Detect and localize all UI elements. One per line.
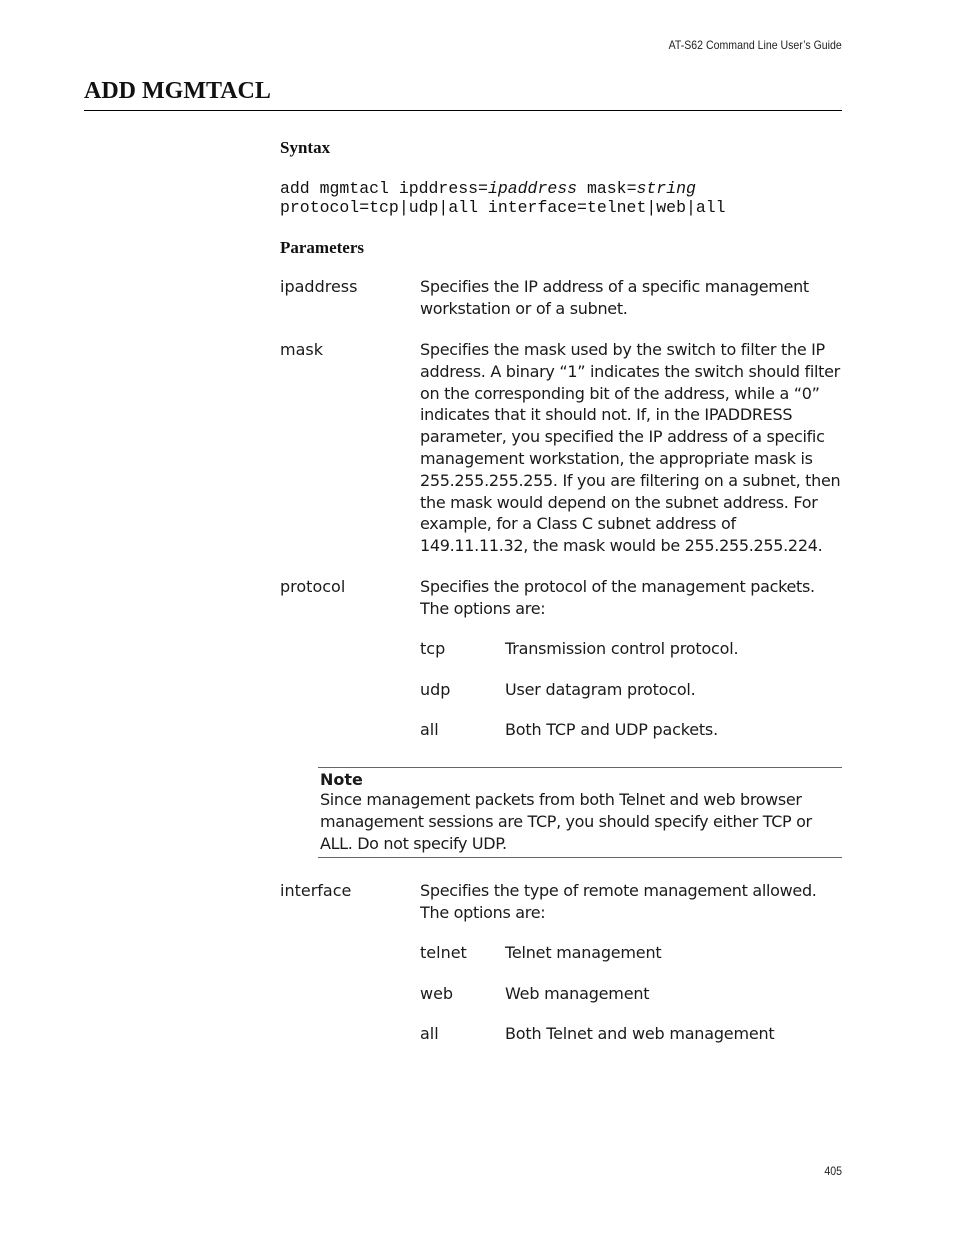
option-name: tcp — [420, 639, 446, 658]
title-rule — [84, 110, 842, 111]
option-name: udp — [420, 680, 451, 699]
syntax-block — [280, 179, 726, 217]
option-name: all — [420, 1024, 439, 1043]
syntax-heading: Syntax — [280, 138, 331, 157]
parameters-heading: Parameters — [280, 238, 365, 257]
param-name-mask: mask — [280, 340, 323, 359]
syntax-var-string: string — [636, 179, 696, 198]
note-text: Since management packets from both Telnet and web browser management sessions are TCP, you should specify either TCP or ALL. Do not specify UDP. — [320, 790, 812, 853]
option-name: telnet — [420, 943, 467, 962]
syntax-var-ipaddress: ipaddress — [487, 179, 578, 198]
syntax-text: mask= — [577, 179, 637, 198]
syntax-text: add mgmtacl ipddress= — [280, 179, 488, 198]
param-desc-mask: Specifies the mask used by the switch to filter the IP address. A binary “1” indicates the switch should filter on the corresponding bit of the address, while a “0” indicates that it should not. If, in the IPADDRESS parameter, you specified the IP address of a specific management workstation, the appropriate mask is 255.255.255.255. If you are filtering on a subnet, then the mask would depend on the subnet address. For example, for a Class C subnet address of 149.11.11.32, the mask would be 255.255.255.224. — [420, 340, 841, 556]
option-desc: Transmission control protocol. — [505, 639, 739, 658]
option-desc: Both Telnet and web management — [505, 1024, 775, 1043]
option-desc: Telnet management — [505, 943, 662, 962]
note-title: Note — [320, 770, 363, 789]
option-name: web — [420, 984, 454, 1003]
option-desc: User datagram protocol. — [505, 680, 696, 699]
param-desc-ipaddress: Specifies the IP address of a specific management workstation or of a subnet. — [420, 277, 809, 318]
param-name-protocol: protocol — [280, 577, 346, 596]
option-desc: Web management — [505, 984, 650, 1003]
syntax-line-2: protocol=tcp|udp|all interface=telnet|web|all — [280, 198, 726, 217]
param-name-ipaddress: ipaddress — [280, 277, 358, 296]
command-title: ADD MGMTACL — [84, 78, 271, 104]
note-box — [318, 767, 842, 858]
page-number: 405 — [824, 1164, 842, 1178]
option-desc: Both TCP and UDP packets. — [505, 720, 718, 739]
param-desc-interface: Specifies the type of remote management allowed. The options are: — [420, 881, 817, 922]
param-desc-protocol: Specifies the protocol of the management packets. The options are: — [420, 577, 815, 618]
running-header: AT-S62 Command Line User’s Guide — [668, 38, 842, 52]
param-name-interface: interface — [280, 881, 352, 900]
option-name: all — [420, 720, 439, 739]
